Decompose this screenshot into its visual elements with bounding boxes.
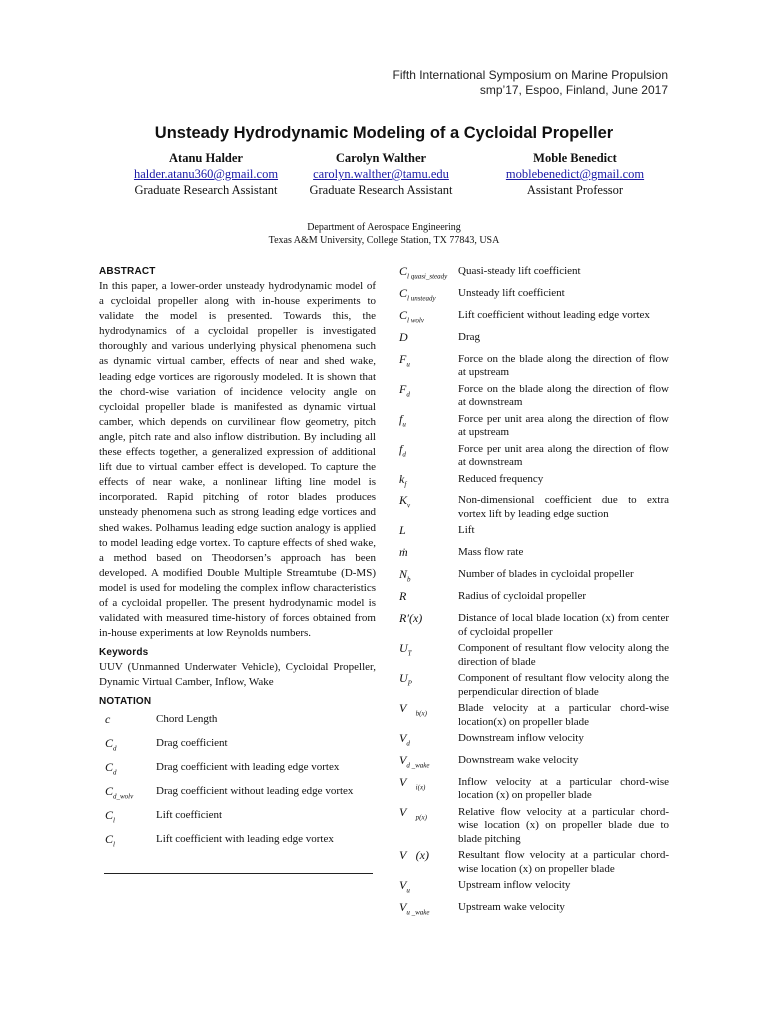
author-email-link[interactable]: moblebenedict@gmail.com bbox=[505, 167, 645, 181]
notation-symbol: $N_b$ bbox=[399, 567, 411, 584]
notation-row bbox=[399, 849, 669, 876]
notation-symbol: $U_T$ bbox=[399, 641, 412, 658]
notation-symbol: $V⃗_{p(x)}$ bbox=[399, 804, 427, 822]
notation-symbol: R′(x) bbox=[399, 611, 423, 626]
author-email-link[interactable]: carolyn.walther@tamu.edu bbox=[313, 167, 449, 181]
notation-row bbox=[399, 568, 669, 587]
notation-definition: Lift coefficient without leading edge vortex bbox=[458, 308, 650, 321]
notation-definition: Force per unit area along the direction of flow at upstream bbox=[458, 412, 669, 439]
notation-list-right bbox=[399, 265, 669, 923]
notation-symbol: D bbox=[399, 329, 408, 344]
notation-row bbox=[99, 785, 376, 804]
notation-definition: Blade velocity at a particular chord-wise location(x) on propeller blade bbox=[458, 702, 669, 728]
abstract-heading: ABSTRACT bbox=[99, 266, 156, 277]
department: Department of Aerospace Engineering bbox=[307, 222, 461, 233]
notation-symbol: $C_{l wolv}$ bbox=[399, 307, 424, 325]
author-role: Assistant Professor bbox=[526, 183, 624, 197]
notation-definition: Quasi-steady lift coefficient bbox=[458, 265, 581, 277]
notation-row bbox=[99, 737, 376, 756]
left-column bbox=[99, 266, 376, 857]
footnote-divider bbox=[104, 873, 373, 874]
author-block bbox=[455, 150, 695, 198]
notation-definition: Drag coefficient without leading edge vortex bbox=[156, 784, 354, 797]
abstract-text: In this paper, a lower-order unsteady hydrodynamic model of a cycloidal propeller along with in-house experiments to validate the model is presented. Towards this, the hydrodynamics of a cycloidal propeller is investigated thoroughly and various underlying physical phenomena such as dynamic virtual camber, effects of near and shed wake, leading edge vortices are rigorously modeled. It is shown that the chord-wise variation of incidence velocity angle on cycloidal propeller blade is manifested as dynamic virtual camber, which depends on curvilinear flow geometry, pitch angle, pitch rate and also inflow distribution. By including all these effects together, a generalized expression of additional lift due to virtual camber effect is developed. To capture the effects of near wake, a nonlinear lifting line model is incorporated. Rapid pitching of rotor blades produces unsteady phenomena such as strong leading edge vortices and shed wakes. Polhamus leading edge suction analogy is applied to model leading edge vortex. To capture effects of shed wake, a method based on Theodorsen’s approach has been developed. A modified Double Multiple Streamtube (D-MS) model is used for modeling the complex inflow characteristics of a cycloidal propeller. The present hydrodynamic model is validated with measured time-history of forces obtained from in-house experiments at low Reynolds numbers. bbox=[99, 280, 376, 640]
notation-row bbox=[399, 754, 669, 773]
notation-symbol: V⃗(x) bbox=[399, 848, 429, 863]
notation-symbol: $C_{d\_wolv}$ bbox=[105, 783, 134, 801]
notation-row bbox=[399, 702, 669, 729]
notation-symbol: $C_l$ bbox=[105, 807, 115, 825]
notation-definition: Chord Length bbox=[156, 713, 218, 726]
notation-symbol: $k_f$ bbox=[399, 471, 407, 488]
author-email-link[interactable]: halder.atanu360@gmail.com bbox=[133, 167, 279, 181]
notation-symbol: $f_d$ bbox=[399, 441, 406, 458]
notation-row bbox=[399, 494, 669, 521]
notation-symbol: $V_{u \_wake}$ bbox=[399, 900, 430, 917]
notation-symbol: $U_P$ bbox=[399, 671, 412, 688]
notation-definition: Drag bbox=[458, 330, 480, 343]
notation-symbol: $V⃗_{b(x)}$ bbox=[399, 701, 427, 718]
notation-row bbox=[399, 383, 669, 410]
notation-row bbox=[399, 331, 669, 350]
notation-row bbox=[399, 309, 669, 328]
keywords-heading: Keywords bbox=[99, 647, 149, 659]
conference-header bbox=[393, 68, 668, 98]
notation-definition: Mass flow rate bbox=[458, 546, 524, 559]
notation-definition: Unsteady lift coefficient bbox=[458, 286, 565, 299]
notation-symbol: $f_u$ bbox=[399, 411, 406, 428]
notation-definition: Force on the blade along the direction of flow at upstream bbox=[458, 352, 669, 379]
notation-symbol: $V_u$ bbox=[399, 878, 410, 895]
author-name: Atanu Halder bbox=[169, 151, 243, 165]
notation-definition: Lift coefficient with leading edge vortex bbox=[156, 832, 334, 845]
notation-definition: Component of resultant flow velocity along the perpendicular direction of blade bbox=[458, 672, 669, 698]
notation-row bbox=[399, 672, 669, 699]
notation-row bbox=[399, 901, 669, 920]
notation-definition: Reduced frequency bbox=[458, 472, 544, 485]
notation-row bbox=[399, 287, 669, 306]
notation-definition: Upstream wake velocity bbox=[458, 901, 565, 914]
notation-symbol: $C_d$ bbox=[105, 760, 117, 777]
notation-row bbox=[399, 413, 669, 440]
notation-definition: Force on the blade along the direction of flow at downstream bbox=[458, 382, 669, 409]
notation-row bbox=[399, 642, 669, 669]
notation-row bbox=[399, 524, 669, 543]
notation-definition: Component of resultant flow velocity along the direction of blade bbox=[458, 642, 669, 668]
notation-row bbox=[399, 546, 669, 565]
notation-symbol: $C_{l unsteady}$ bbox=[399, 285, 436, 303]
affiliation bbox=[0, 221, 768, 247]
notation-row bbox=[399, 353, 669, 380]
notation-row bbox=[399, 776, 669, 803]
notation-heading: NOTATION bbox=[99, 696, 152, 708]
notation-symbol: L bbox=[399, 523, 406, 538]
notation-definition: Relative flow velocity at a particular chord-wise location (x) on propeller blade due to blade pitching bbox=[458, 805, 669, 845]
notation-row bbox=[399, 265, 669, 284]
notation-symbol: $V_d$ bbox=[399, 731, 410, 748]
notation-row bbox=[399, 612, 669, 639]
notation-definition: Downstream inflow velocity bbox=[458, 732, 584, 745]
notation-row bbox=[399, 443, 669, 470]
notation-definition: Downstream wake velocity bbox=[458, 753, 579, 766]
notation-definition: Drag coefficient with leading edge vortex bbox=[156, 761, 340, 774]
notation-symbol: $K_v$ bbox=[399, 493, 411, 510]
notation-definition: Lift bbox=[458, 524, 475, 537]
notation-definition: Distance of local blade location (x) from center of cycloidal propeller bbox=[458, 612, 669, 638]
notation-row bbox=[99, 761, 376, 780]
notation-row bbox=[99, 713, 376, 732]
notation-definition: Number of blades in cycloidal propeller bbox=[458, 568, 634, 581]
notation-symbol: $V⃗_{i(x)}$ bbox=[399, 774, 426, 792]
notation-symbol: $F_u$ bbox=[399, 351, 410, 368]
notation-definition: Radius of cycloidal propeller bbox=[458, 590, 586, 603]
notation-definition: Upstream inflow velocity bbox=[458, 879, 571, 892]
notation-row bbox=[399, 732, 669, 751]
notation-row bbox=[399, 806, 669, 847]
notation-row bbox=[399, 590, 669, 609]
notation-definition: Drag coefficient bbox=[156, 737, 228, 750]
conference-date: smp’17, Espoo, Finland, June 2017 bbox=[479, 83, 668, 97]
notation-symbol: $V_{d \_wake}$ bbox=[399, 752, 430, 770]
notation-list-left bbox=[99, 713, 376, 851]
paper-title: Unsteady Hydrodynamic Modeling of a Cycloidal Propeller bbox=[154, 124, 614, 142]
author-name: Moble Benedict bbox=[533, 151, 617, 165]
notation-symbol: $F_d$ bbox=[399, 381, 410, 398]
conference-name: Fifth International Symposium on Marine Propulsion bbox=[392, 68, 668, 82]
author-name: Carolyn Walther bbox=[335, 151, 427, 165]
notation-symbol: $C_{l quasi\_steady}$ bbox=[399, 264, 448, 281]
notation-definition: Non-dimensional coefficient due to extra vortex lift by leading edge suction bbox=[458, 494, 669, 520]
notation-symbol: ṁ bbox=[399, 545, 408, 560]
notation-symbol: c bbox=[105, 712, 111, 727]
notation-symbol: R bbox=[399, 589, 407, 604]
notation-definition: Lift coefficient bbox=[156, 808, 223, 821]
keywords-text: UUV (Unmanned Underwater Vehicle), Cycloidal Propeller, Dynamic Virtual Camber, Inflow, Wake bbox=[99, 661, 376, 689]
notation-definition: Inflow velocity at a particular chord-wise location (x) on propeller blade bbox=[458, 775, 669, 802]
notation-row bbox=[399, 473, 669, 492]
notation-symbol: $C_d$ bbox=[105, 736, 117, 753]
notation-definition: Force per unit area along the direction of flow at downstream bbox=[458, 442, 669, 469]
notation-row bbox=[99, 833, 376, 852]
author-role: Graduate Research Assistant bbox=[134, 183, 278, 197]
author-role: Graduate Research Assistant bbox=[309, 183, 453, 197]
notation-row bbox=[399, 879, 669, 898]
university: Texas A&M University, College Station, TX 77843, USA bbox=[268, 235, 500, 246]
notation-symbol: $C_l$ bbox=[105, 831, 115, 849]
notation-definition: Resultant flow velocity at a particular chord-wise location (x) on propeller blade bbox=[458, 849, 669, 875]
notation-row bbox=[99, 809, 376, 828]
